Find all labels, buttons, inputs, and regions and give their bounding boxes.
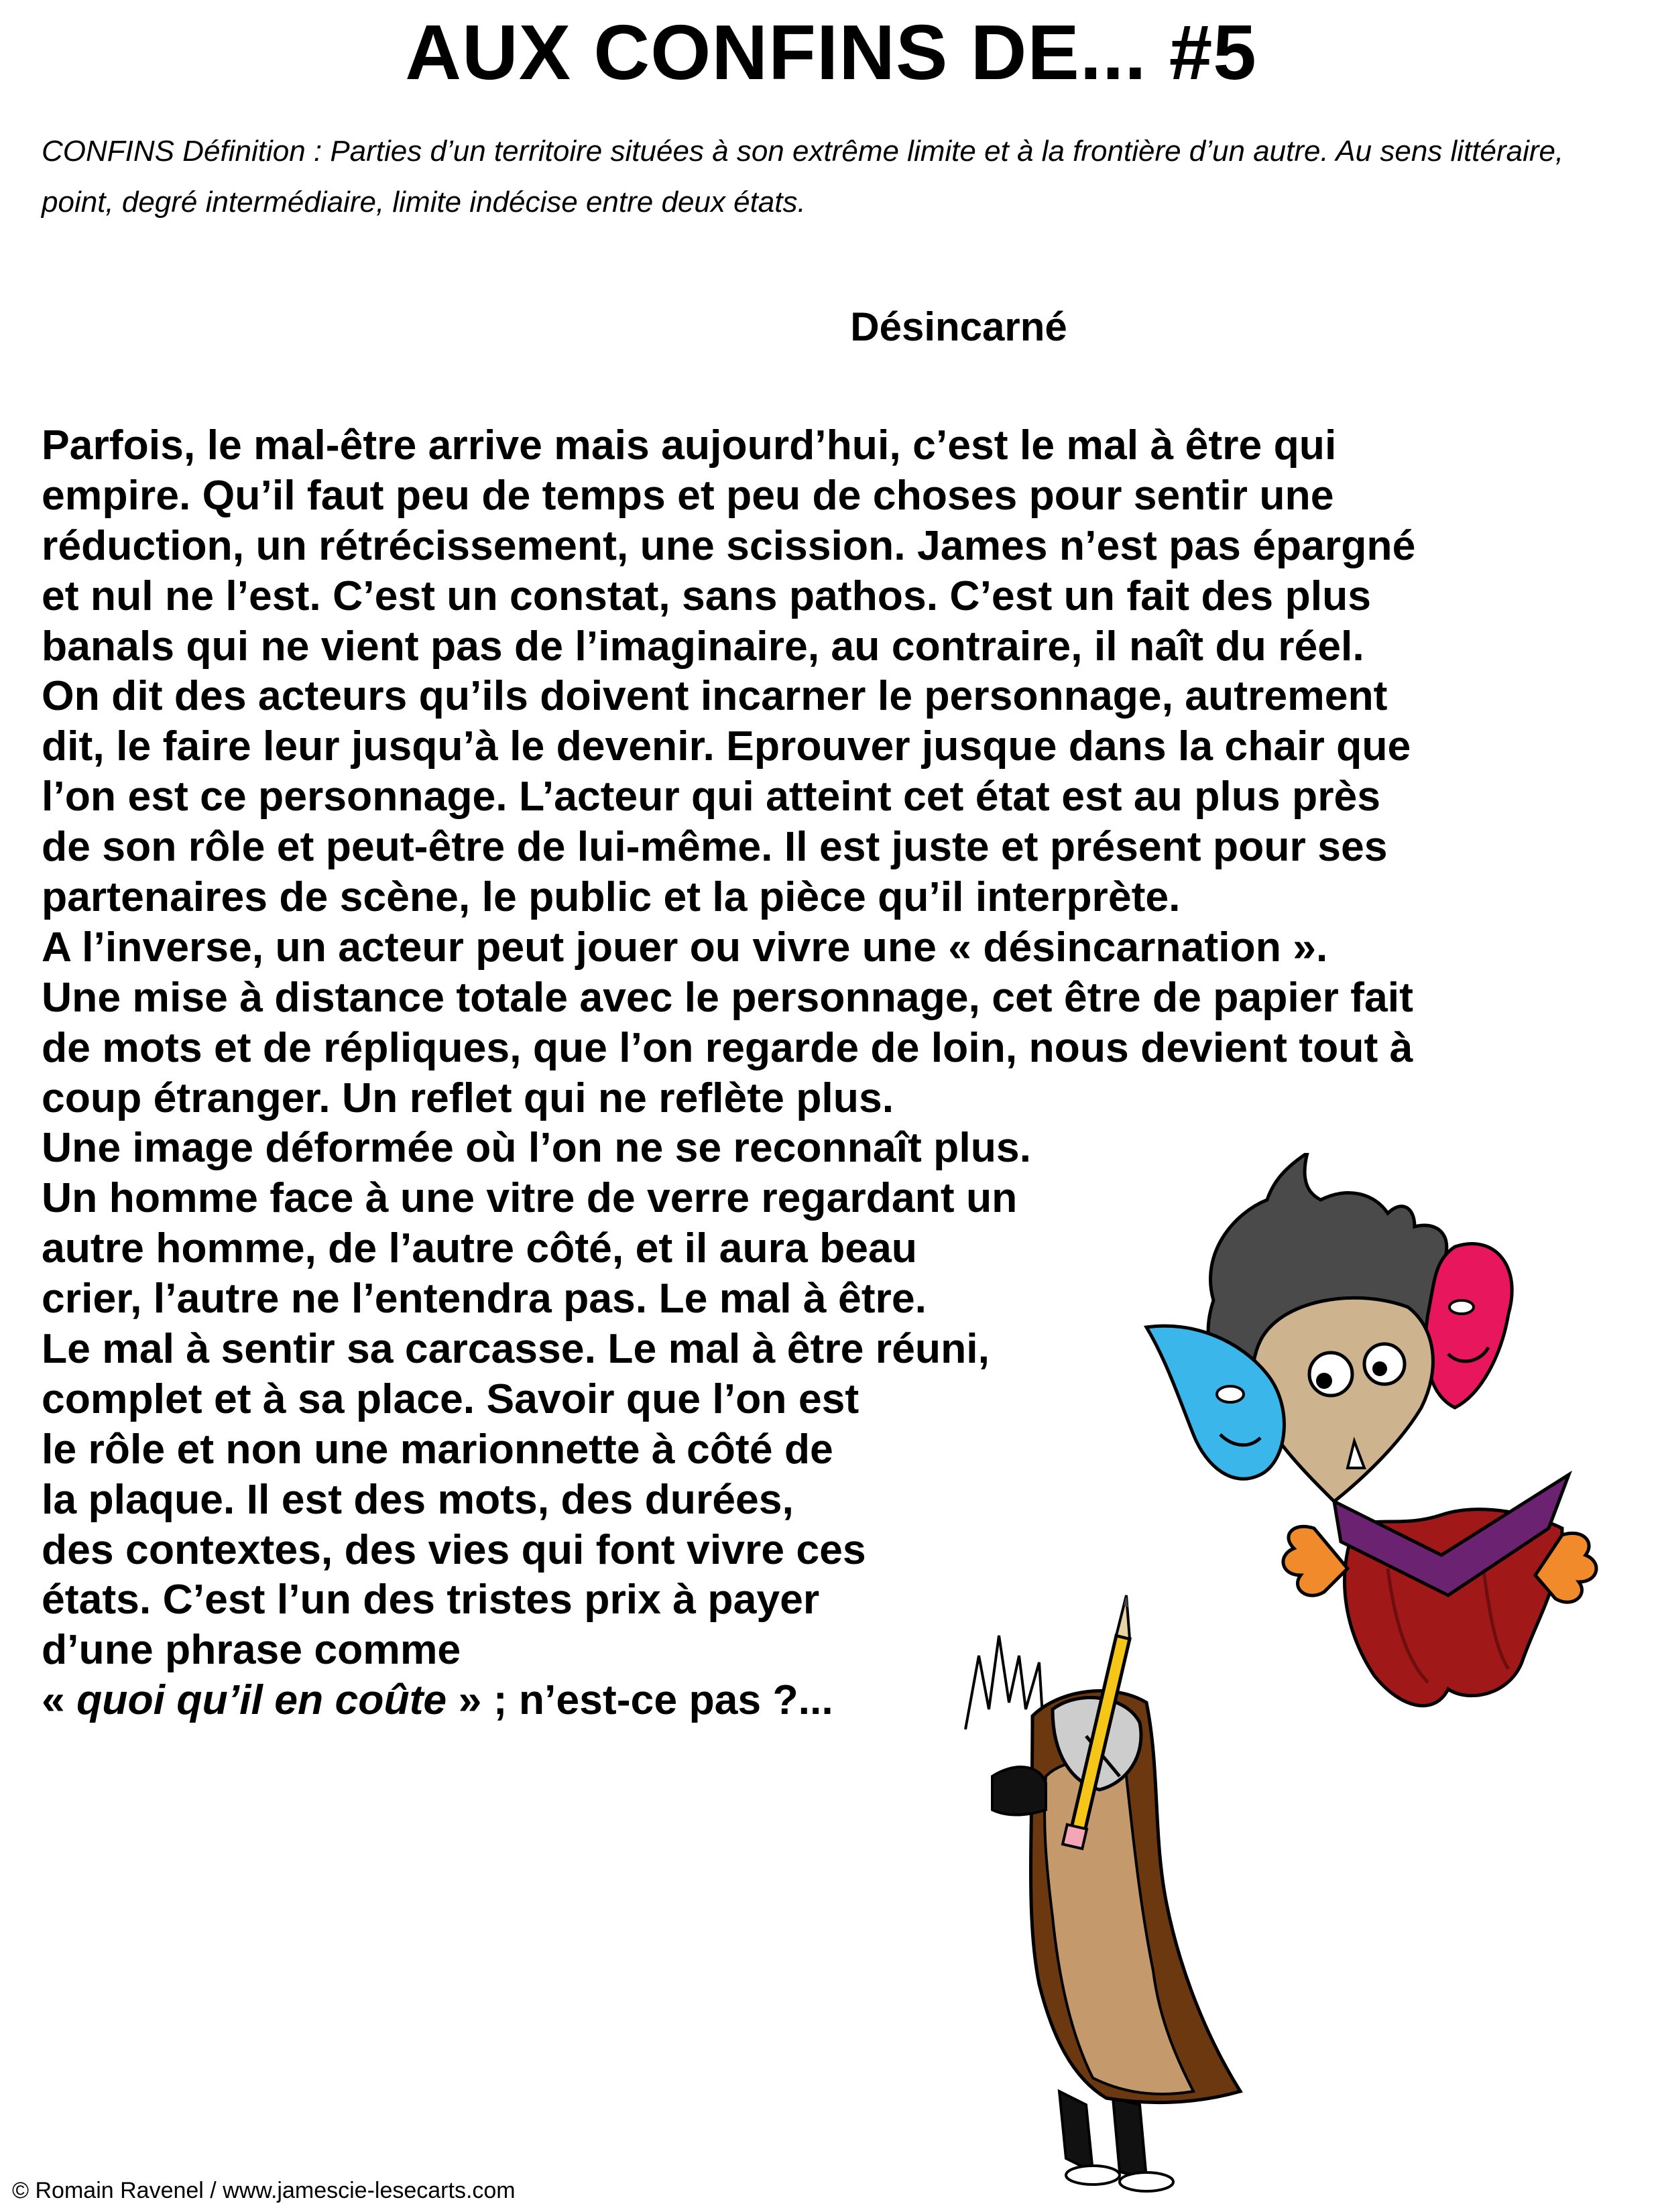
body-line: des contextes, des vies qui font vivre ces xyxy=(42,1526,866,1573)
body-line: Un homme face à une vitre de verre regardant un xyxy=(42,1174,1018,1222)
body-line: A l’inverse, un acteur peut jouer ou vivre une « désincarnation ». xyxy=(42,923,1328,971)
body-line: partenaires de scène, le public et la pièce qu’il interprète. xyxy=(42,873,1181,921)
section-subtitle: Désincarné xyxy=(850,304,1067,349)
body-line: d’une phrase comme xyxy=(42,1626,461,1674)
body-line: réduction, un rétrécissement, une scission. James n’est pas épargné xyxy=(42,521,1416,569)
quote-close: » ; n’est-ce pas ?... xyxy=(447,1676,833,1724)
quote-italic: quoi qu’il en coûte xyxy=(76,1676,447,1724)
body-line: de son rôle et peut-être de lui-même. Il est juste et présent pour ses xyxy=(42,823,1388,871)
body-line: On dit des acteurs qu’ils doivent incarner le personnage, autrement xyxy=(42,672,1388,720)
body-line: la plaque. Il est des mots, des durées, xyxy=(42,1475,794,1523)
body-line: Le mal à sentir sa carcasse. Le mal à être réuni, xyxy=(42,1325,990,1373)
body-line: états. C’est l’un des tristes prix à payer xyxy=(42,1576,820,1623)
body-line: empire. Qu’il faut peu de temps et peu de choses pour sentir une xyxy=(42,471,1334,519)
body-line: le rôle et non une marionnette à côté de xyxy=(42,1425,833,1473)
pencil-character-icon xyxy=(925,1555,1327,2199)
body-line: complet et à sa place. Savoir que l’on est xyxy=(42,1375,859,1422)
body-line: coup étranger. Un reflet qui ne reflète plus. xyxy=(42,1074,894,1121)
body-line: de mots et de répliques, que l’on regarde de loin, nous devient tout à xyxy=(42,1024,1413,1071)
body-line: autre homme, de l’autre côté, et il aura beau xyxy=(42,1225,917,1272)
body-line: dit, le faire leur jusqu’à le devenir. Eprouver jusque dans la chair que xyxy=(42,723,1411,770)
copyright-footer: © Romain Ravenel / www.jamescie-lesecarts.com xyxy=(12,2178,516,2203)
page-title: AUX CONFINS DE... #5 xyxy=(405,9,1257,96)
definition-text: CONFINS Définition : Parties d’un territoire situées à son extrême limite et à la frontière d’un autre. Au sens littéraire, point, degré intermédiaire, limite indécise entre deux états. xyxy=(42,135,1564,219)
body-line: Une mise à distance totale avec le personnage, cet être de papier fait xyxy=(42,973,1413,1021)
body-line: banals qui ne vient pas de l’imaginaire, au contraire, il naît du réel. xyxy=(42,622,1364,670)
body-line: Une image déformée où l’on ne se reconnaît plus. xyxy=(42,1124,1032,1172)
body-line: Parfois, le mal-être arrive mais aujourd’hui, c’est le mal à être qui xyxy=(42,422,1337,469)
body-line: et nul ne l’est. C’est un constat, sans pathos. C’est un fait des plus xyxy=(42,572,1372,619)
quote-open: « xyxy=(42,1676,77,1724)
body-line: l’on est ce personnage. L’acteur qui atteint cet état est au plus près xyxy=(42,773,1381,820)
body-line: crier, l’autre ne l’entendra pas. Le mal à être. xyxy=(42,1275,927,1323)
